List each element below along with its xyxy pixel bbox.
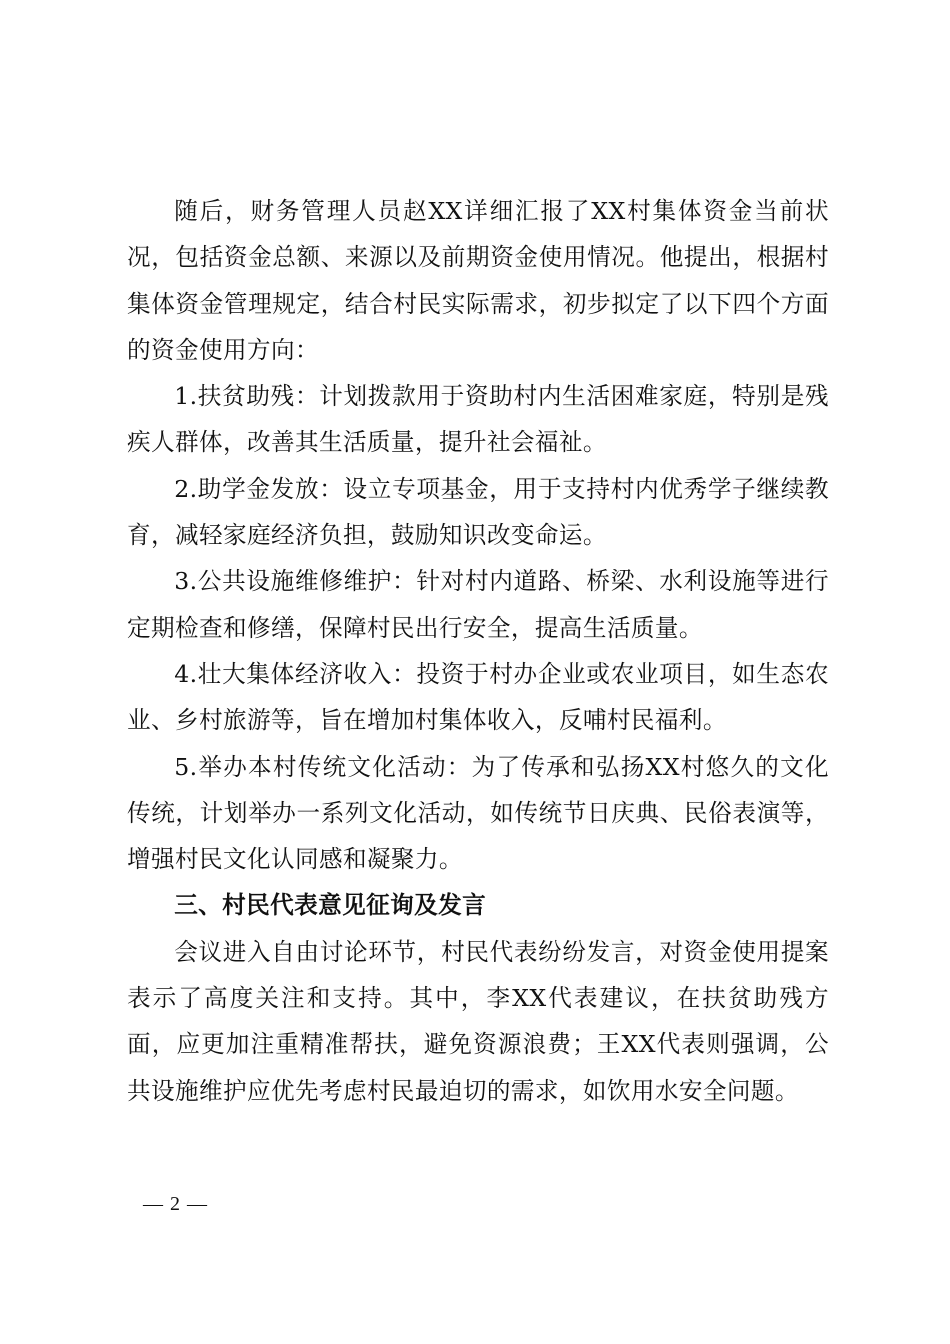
paragraph-item-cultural-activities: 5.举办本村传统文化活动：为了传承和弘扬XX村悠久的文化传统，计划举办一系列文化活动，如传统节日庆典、民俗表演等，增强村民文化认同感和凝聚力。 bbox=[127, 752, 829, 874]
paragraph-item-public-facilities: 3.公共设施维修维护：针对村内道路、桥梁、水利设施等进行定期检查和修缮，保障村民出行安全，提高生活质量。 bbox=[127, 567, 829, 642]
document-body bbox=[127, 188, 829, 1114]
section-heading: 三、村民代表意见征询及发言 bbox=[174, 891, 487, 920]
page-number: — 2 — bbox=[143, 1193, 208, 1215]
paragraph-finance-report: 随后，财务管理人员赵XX详细汇报了XX村集体资金当前状况，包括资金总额、来源以及前期资金使用情况。他提出，根据村集体资金管理规定，结合村民实际需求，初步拟定了以下四个方面的资金使用方向： bbox=[127, 197, 829, 364]
paragraph-item-scholarship: 2.助学金发放：设立专项基金，用于支持村内优秀学子继续教育，减轻家庭经济负担，鼓励知识改变命运。 bbox=[127, 474, 829, 550]
paragraph-item-collective-economy: 4.壮大集体经济收入：投资于村办企业或农业项目，如生态农业、乡村旅游等，旨在增加村集体收入，反哺村民福利。 bbox=[127, 659, 829, 735]
paragraph-item-poverty-relief: 1.扶贫助残：计划拨款用于资助村内生活困难家庭，特别是残疾人群体，改善其生活质量，提升社会福祉。 bbox=[127, 382, 829, 457]
paragraph-discussion: 会议进入自由讨论环节，村民代表纷纷发言，对资金使用提案表示了高度关注和支持。其中，李XX代表建议，在扶贫助残方面，应更加注重精准帮扶，避免资源浪费；王XX代表则强调，公共设施维护应优先考虑村民最迫切的需求，如饮用水安全问题。 bbox=[127, 937, 829, 1105]
